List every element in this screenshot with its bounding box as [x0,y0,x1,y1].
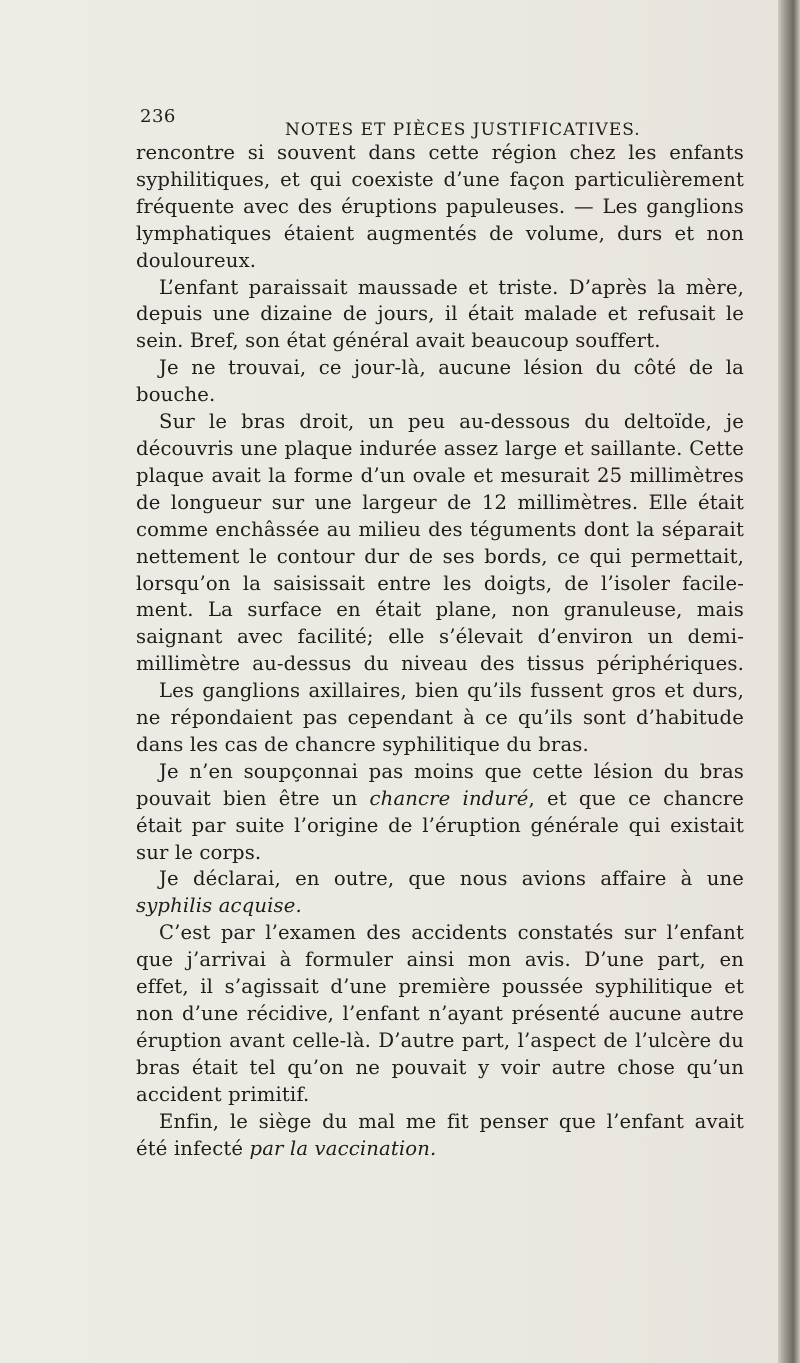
text-line: plaque avait la forme d’un ovale et mesurait 25 millimètres [136,463,744,487]
body-text [136,140,744,1162]
text-line: bras était tel qu’on ne pouvait y voir autre chose qu’un [136,1055,744,1079]
text-line: sein. Bref, son état général avait beaucoup souffert. [136,329,661,353]
text-line: millimètre au-dessus du niveau des tissus périphériques. [136,652,744,676]
text-line: été infecté par la vaccination. [136,1136,437,1160]
text-line: nettement le contour dur de ses bords, ce qui permettait, [136,544,744,568]
text-line: fréquente avec des éruptions papuleuses. — Les ganglions [136,194,744,218]
text-line: lorsqu’on la saisissait entre les doigts, de l’isoler facile- [136,571,744,595]
text-line: sur le corps. [136,840,262,864]
running-title: NOTES ET PIÈCES JUSTIFICATIVES. [285,120,641,140]
text-line: que j’arrivai à formuler ainsi mon avis. D’une part, en [136,948,744,972]
text-line: douloureux. [136,248,257,272]
text-line: découvris une plaque indurée assez large et saillante. Cette [136,436,744,460]
text-line: bouche. [136,383,216,407]
text-line: dans les cas de chancre syphilitique du bras. [136,732,589,756]
text-line: C’est par l’examen des accidents constatés sur l’enfant [159,921,744,945]
text-line: pouvait bien être un chancre induré, et que ce chancre [136,786,745,810]
text-line: Je déclarai, en outre, que nous avions affaire à une [159,867,744,891]
text-line: saignant avec facilité; elle s’élevait d’environ un demi- [136,625,744,649]
text-line: ne répondaient pas cependant à ce qu’ils sont d’habitude [136,706,744,730]
text-line: Je ne trouvai, ce jour-là, aucune lésion du côté de la [159,356,744,380]
text-line: éruption avant celle-là. D’autre part, l’aspect de l’ulcère du [136,1028,744,1052]
text-line: non d’une récidive, l’enfant n’ayant présenté aucune autre [136,1002,744,1025]
text-line: Je n’en soupçonnai pas moins que cette lésion du bras [159,759,744,783]
page-number: 236 [140,106,176,127]
text-line: L’enfant paraissait maussade et triste. D’après la mère, [159,275,744,299]
text-line: accident primitif. [136,1082,310,1106]
text-line: était par suite l’origine de l’éruption générale qui existait [136,813,744,837]
text-line: depuis une dizaine de jours, il était malade et refusait le [136,302,744,326]
page-edge-shadow [778,0,800,1363]
text-line: comme enchâssée au milieu des téguments dont la séparait [136,517,744,541]
text-line: lymphatiques étaient augmentés de volume, durs et non [136,221,744,245]
text-line: syphilitiques, et qui coexiste d’une façon particulièrement [136,167,744,191]
text-line: de longueur sur une largeur de 12 millimètres. Elle était [136,490,744,514]
text-line: Enfin, le siège du mal me fit penser que l’enfant avait [159,1109,744,1133]
text-line: rencontre si souvent dans cette région chez les enfants [136,141,744,164]
text-line: ment. La surface en était plane, non granuleuse, mais [136,598,744,622]
text-line: syphilis acquise. [136,894,302,918]
text-line: Les ganglions axillaires, bien qu’ils fussent gros et durs, [159,679,744,703]
text-line: effet, il s’agissait d’une première poussée syphilitique et [136,975,744,999]
text-line: Sur le bras droit, un peu au-dessous du deltoïde, je [159,410,744,434]
